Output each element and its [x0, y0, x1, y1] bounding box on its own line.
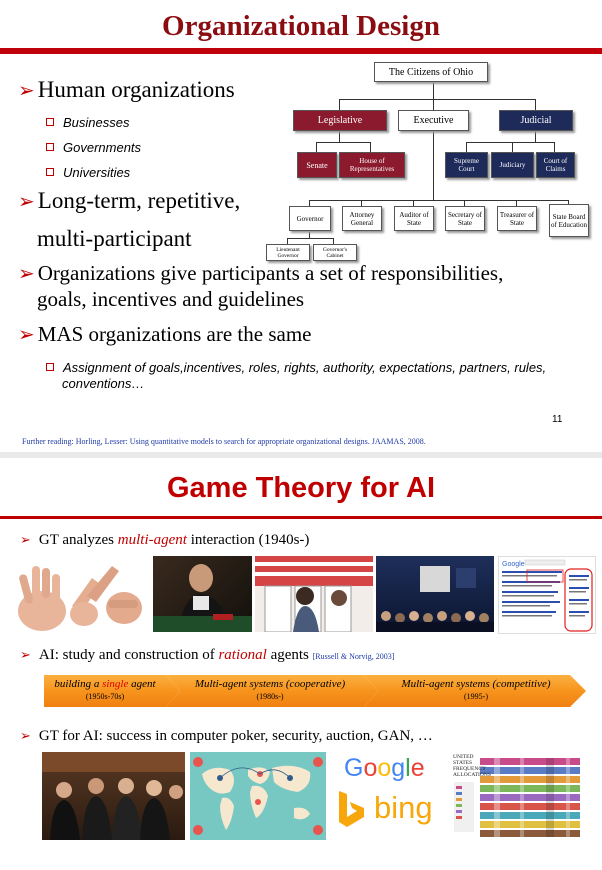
arrow-bullet-icon: ➢ — [18, 80, 35, 102]
org-box-citizens: The Citizens of Ohio — [374, 62, 488, 82]
sub-item-text: Governments — [63, 140, 142, 155]
sub-item-text: Universities — [63, 165, 131, 180]
poker-team-photo — [42, 752, 185, 840]
org-box-legislative: Legislative — [293, 110, 387, 131]
page-number: 11 — [552, 414, 563, 425]
bullet-text: interaction (1940s-) — [186, 532, 310, 548]
bullet-human-organizations — [18, 77, 235, 103]
sub-item-mas-assignment-cont: conventions… — [62, 376, 145, 391]
sub-item-mas-assignment — [46, 360, 546, 375]
sub-item-text: Assignment of goals,incentives, roles, rights, authority, expectations, partners, rules, — [63, 360, 547, 375]
org-box-board-of-education: State Board of Education — [549, 204, 589, 237]
bullet-text: Human organizations — [37, 77, 235, 102]
world-map-security-graphic — [190, 752, 326, 840]
frequency-chart-title-line: STATES — [453, 760, 473, 766]
reference-text: [Russell & Norvig, 2003] — [312, 652, 395, 661]
org-box-supreme-court: Supreme Court — [445, 152, 488, 178]
timeline-period: (1950s-70s) — [85, 692, 125, 701]
slide-title: Game Theory for AI — [166, 472, 436, 504]
title-rule — [0, 48, 602, 54]
org-box-lieutenant-governor: Lieutenant Governor — [266, 244, 310, 261]
timeline-stage-single-agent — [46, 678, 164, 701]
timeline-text: building a — [54, 678, 103, 690]
bullet-long-term-cont: multi-participant — [37, 226, 192, 251]
frequency-chart-title-line: UNITED — [453, 754, 474, 760]
frequency-chart-title-line: ALLOCATIONS — [453, 772, 491, 778]
sub-item-universities — [46, 165, 130, 180]
bullet-text: AI: study and construction of — [38, 647, 219, 663]
org-box-governors-cabinet: Governor's Cabinet — [313, 244, 357, 261]
org-box-house: House of Representatives — [339, 152, 405, 178]
timeline-text: Multi-agent systems (cooperative) — [194, 678, 346, 690]
org-box-secretary: Secretary of State — [445, 206, 485, 231]
sub-item-businesses — [46, 115, 129, 130]
bullet-text: Organizations give participants a set of responsibilities, — [37, 261, 504, 285]
square-bullet-icon — [46, 363, 54, 371]
square-bullet-icon — [46, 168, 54, 176]
bullet-organizations-give — [18, 261, 503, 286]
slide-game-theory-for-ai — [0, 458, 602, 870]
timeline-stage-cooperative — [182, 678, 358, 701]
bing-b-icon — [337, 791, 365, 829]
timeline-period: (1980s-) — [256, 692, 284, 701]
emphasis-text: single — [102, 678, 129, 690]
timeline-stage-competitive — [384, 678, 568, 701]
org-box-executive: Executive — [398, 110, 469, 131]
frequency-allocation-chart — [450, 752, 584, 840]
org-box-auditor: Auditor of State — [394, 206, 434, 231]
bullet-long-term — [18, 188, 240, 214]
org-box-court-of-claims: Court of Claims — [536, 152, 575, 178]
arrow-bullet-icon: ➢ — [18, 263, 35, 285]
org-box-judicial: Judicial — [499, 110, 573, 131]
sub-item-governments — [46, 140, 141, 155]
timeline-text: Multi-agent systems (competitive) — [401, 678, 551, 690]
bullet-text: agents — [266, 647, 313, 663]
frequency-chart-title-line: FREQUENCY — [453, 766, 487, 772]
bullet-gt-for-ai — [20, 728, 433, 745]
emphasis-text: rational — [218, 647, 267, 663]
org-box-attorney-general: Attorney General — [342, 206, 382, 231]
org-box-judiciary: Judiciary — [491, 152, 534, 178]
timeline-period: (1995-) — [464, 692, 488, 701]
arrow-bullet-icon: ➢ — [20, 532, 31, 547]
bullet-mas — [18, 322, 311, 347]
bullet-organizations-give-cont: goals, incentives and guidelines — [37, 287, 305, 311]
arrow-bullet-icon: ➢ — [18, 324, 35, 346]
further-reading-note: Further reading: Horling, Lesser: Using quantitative models to search for appropriate organizational designs. JAAMAS, 2008. — [22, 437, 426, 446]
org-box-governor: Governor — [289, 206, 331, 231]
bullet-text: Long-term, repetitive, — [37, 188, 241, 213]
square-bullet-icon — [46, 118, 54, 126]
arrow-bullet-icon: ➢ — [18, 191, 35, 213]
timeline-text: agent — [128, 678, 156, 690]
square-bullet-icon — [46, 143, 54, 151]
google-logo: Google — [344, 754, 425, 782]
arrow-bullet-icon: ➢ — [20, 647, 31, 662]
frequency-chart-title — [453, 754, 491, 778]
bullet-text: GT analyzes — [38, 532, 118, 548]
sub-item-text: Businesses — [63, 115, 130, 130]
org-box-treasurer: Treasurer of State — [497, 206, 537, 231]
org-box-senate: Senate — [297, 152, 337, 178]
bullet-text: GT for AI: success in computer poker, security, auction, GAN, … — [38, 728, 433, 744]
slide-title: Organizational Design — [162, 10, 440, 42]
emphasis-text: multi-agent — [117, 532, 187, 548]
bullet-text: MAS organizations are the same — [37, 322, 312, 346]
svg-text:Google: Google — [502, 561, 525, 568]
arrow-bullet-icon: ➢ — [20, 728, 31, 743]
bing-wordmark: bing — [374, 790, 433, 825]
